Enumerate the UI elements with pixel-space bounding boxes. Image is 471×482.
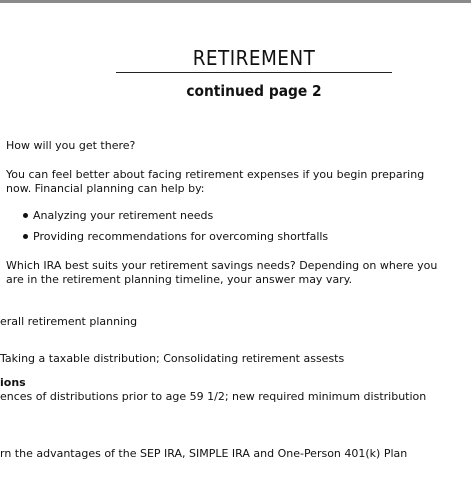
page-title: RETIREMENT [192, 46, 316, 70]
ira-text-line-1: Which IRA best suits your retirement savings needs? Depending on where you [6, 259, 438, 272]
bullet-item: Analyzing your retirement needs [33, 209, 214, 222]
question-text: How will you get there? [6, 139, 136, 152]
bullet-icon [23, 213, 28, 218]
sep-ira-link[interactable]: rn the advantages of the SEP IRA, SIMPLE IRA and One-Person 401(k) Plan [0, 447, 408, 460]
distributions-heading: ions [0, 376, 26, 389]
overall-planning-link[interactable]: erall retirement planning [0, 315, 138, 328]
title-underline [116, 72, 392, 73]
taxable-distribution-link[interactable]: Taking a taxable distribution; Consolidating retirement assests [0, 352, 345, 365]
ira-text-line-2: are in the retirement planning timeline, your answer may vary. [6, 273, 353, 286]
distributions-text: ences of distributions prior to age 59 1/2; new required minimum distribution [0, 390, 427, 403]
top-border [0, 0, 471, 3]
bullet-item: Providing recommendations for overcoming shortfalls [33, 230, 329, 243]
page-subtitle: continued page 2 [186, 82, 322, 100]
intro-text-line-1: You can feel better about facing retirement expenses if you begin preparing [6, 168, 425, 181]
intro-text-line-2: now. Financial planning can help by: [6, 182, 205, 195]
bullet-icon [23, 234, 28, 239]
